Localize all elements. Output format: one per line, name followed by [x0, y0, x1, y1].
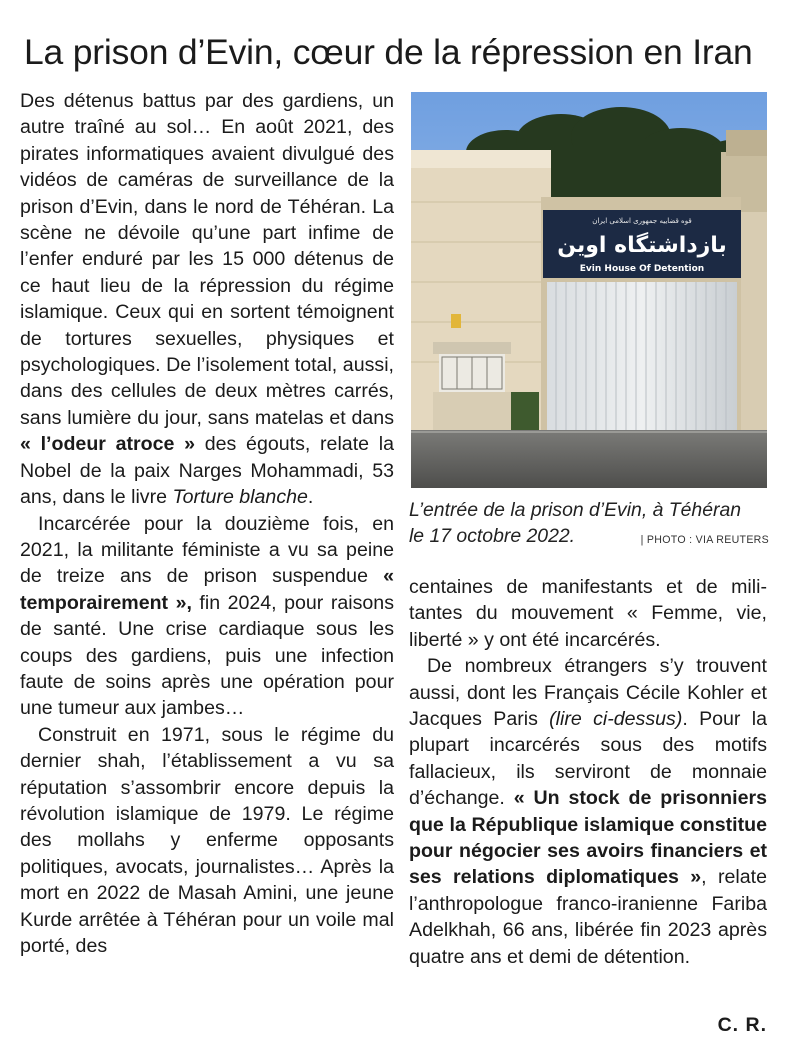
cross-reference: (lire ci-dessus) [549, 708, 683, 731]
paragraph-4 [409, 653, 767, 970]
author-signature: C. R. [717, 1014, 767, 1036]
quote-bold: « l’odeur atroce » [20, 433, 196, 456]
paragraph-text: fin 2024, pour raisons de santé. Une crise cardiaque sous les coups des gardiens, puis une infection faute de soins après une opération pour une tumeur aux jambes… [20, 591, 394, 720]
prison-entrance-photo [411, 92, 767, 488]
caption-line-2: le 17 octobre 2022. [409, 525, 576, 547]
paragraph-text: Construit en 1971, sous le régime du dernier shah, l’établissement a vu sa réputation s’assombrir encore depuis la révolution islamique de 1979. Le régime des mollahs y enferme opposants politiques, avocats, journalistes… Après la mort en 2022 de Masah Amini, une jeune Kurde arrêtée à Téhéran pour un voile mal porté, des [20, 723, 394, 957]
paragraph-3-continued [409, 574, 767, 653]
article-column-left [20, 88, 394, 959]
photo-credit: | PHOTO : VIA REUTERS [640, 534, 769, 546]
paragraph-text: Incarcérée pour la douzième fois, en 2021, la militante féministe a vu sa peine de treize ans de prison suspendue [20, 512, 394, 588]
paragraph-text: . [307, 486, 314, 509]
sign-small-text: قوه قضاییه جمهوری اسلامی ایران [592, 217, 692, 225]
sign-persian-text: بازداشتگاه اوین [557, 233, 727, 258]
paragraph-text: , relate l’anthropologue franco-iranienne Fariba Adelkhah, 66 ans, libérée fin 2023 après quatre ans et demi de détention. [409, 866, 767, 968]
sign-english-text: Evin House Of Detention [579, 264, 705, 274]
paragraph-text: Des détenus battus par des gardiens, un autre traîné au sol… En août 2021, des pirates informatiques avaient divulgué des vidéos de caméras de surveillance de la prison d’Evin, dans le nord de Téhéran. La scène ne dévoile qu’une part infime de l’enfer enduré par les 15 000 détenus de ce haut lieu de la répression du régime islamique. Ceux qui en sortent témoignent de tortures sexuelles, physiques et psychologiques. De l’isolement total, aussi, dans des cellules de deux mètres carrés, sans lumière du jour, sans matelas et dans [20, 90, 394, 429]
paragraph-text: centaines de manifestants et de militantes du mouvement « Femme, vie, liberté » y ont été incarcérés. [409, 576, 767, 651]
article-column-right [409, 574, 767, 970]
quote-bold: « temporairement », [20, 565, 394, 614]
paragraph-text: . Pour la plupart incarcérés sous des motifs fallacieux, ils serviront de monnaie d’échange. [409, 708, 767, 810]
quote-bold: « Un stock de prisonniers que la République islamique constitue pour négocier ses avoirs financiers et ses relations diplomatiques » [409, 787, 767, 889]
photo-illustration [411, 92, 767, 488]
paragraph-text: De nombreux étrangers s’y trouvent aussi, dont les Français Cécile Kohler et Jacques Paris [409, 655, 767, 731]
book-title: Torture blanche [172, 486, 308, 509]
paragraph-3 [20, 722, 394, 960]
paragraph-2 [20, 511, 394, 722]
paragraph-text: des égouts, relate la Nobel de la paix Narges Mohammadi, 53 ans, dans le livre [20, 433, 394, 509]
paragraph-1 [20, 88, 394, 511]
photo-caption [409, 497, 769, 549]
caption-line-1: L’entrée de la prison d’Evin, à Téhéran [409, 499, 742, 521]
headline: La prison d’Evin, cœur de la répression en Iran [24, 32, 753, 72]
